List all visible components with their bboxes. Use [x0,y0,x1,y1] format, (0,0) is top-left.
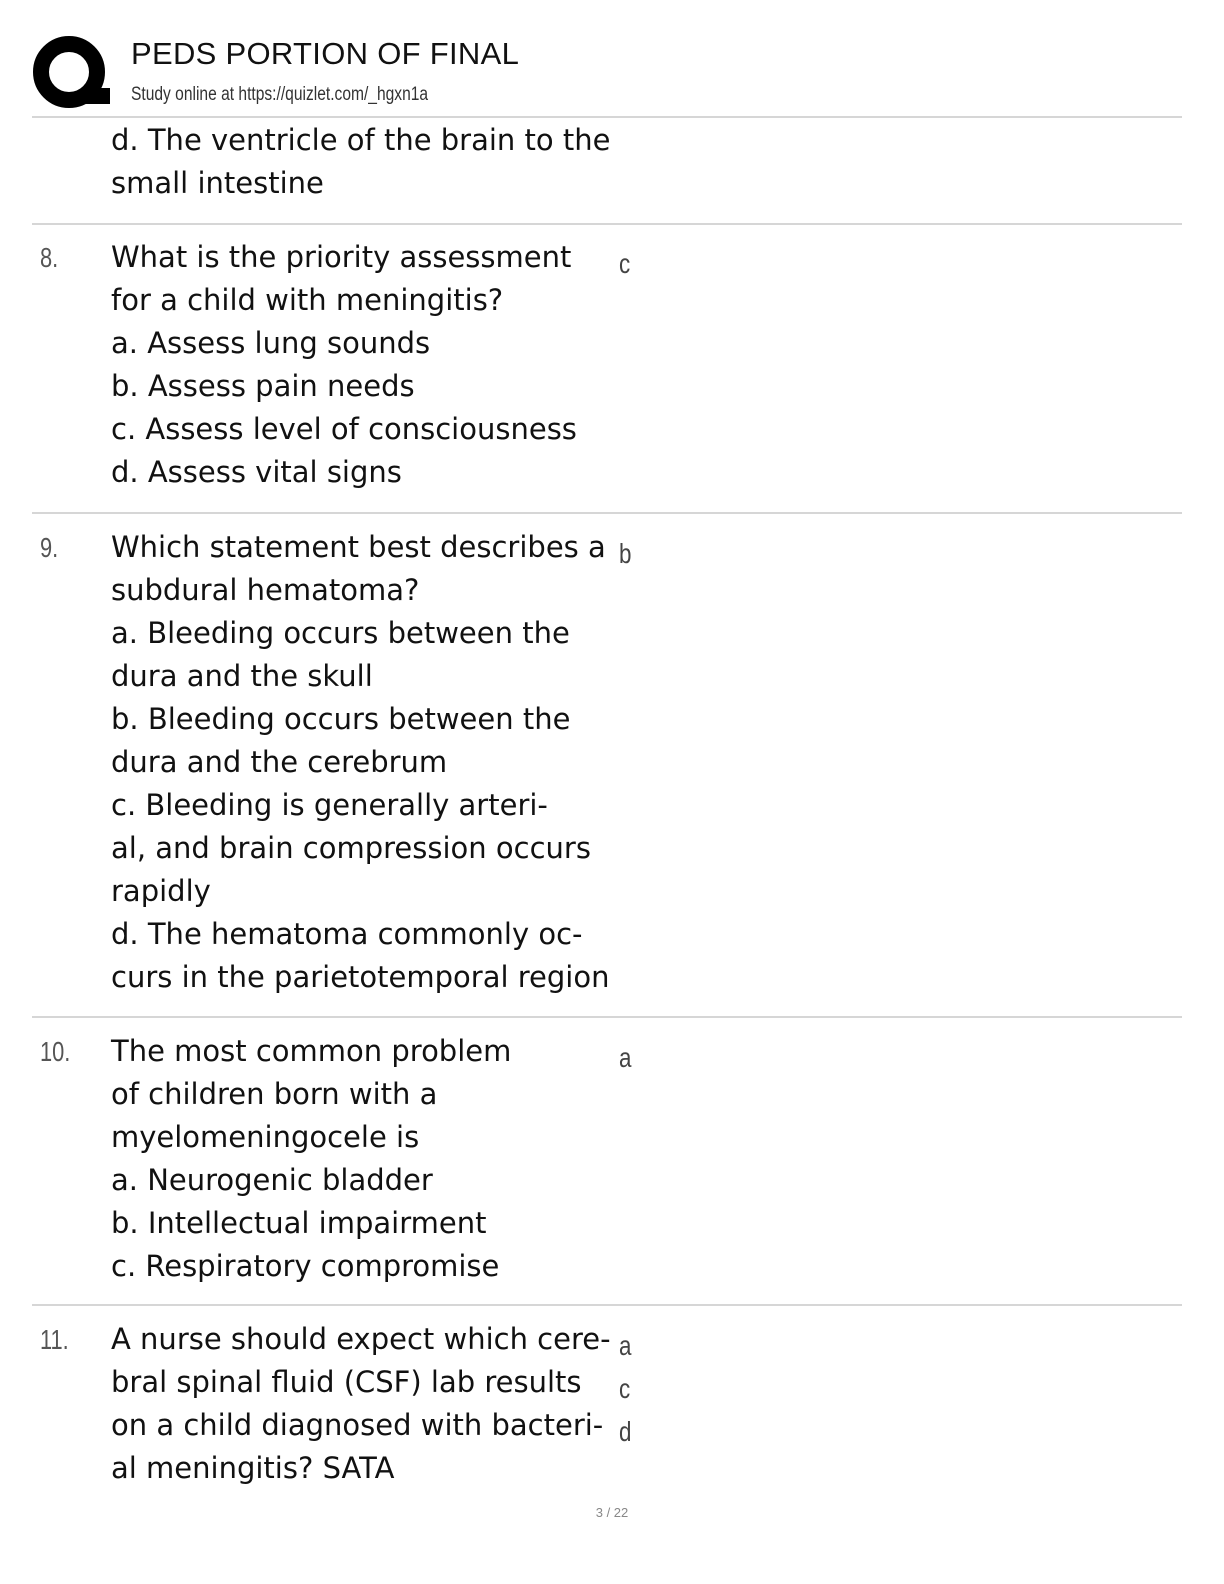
question-line: d. Assess vital signs [111,455,402,489]
answer-column [619,532,631,575]
question-line: The most common problem [111,1034,512,1068]
question-line: c. Assess level of consciousness [111,412,577,446]
divider [32,1016,1182,1018]
answer-column [619,1324,631,1453]
question-line: b. Assess pain needs [111,369,415,403]
answer-column [619,242,630,285]
study-online-link[interactable]: Study online at https://quizlet.com/_hgxn1a [131,84,429,105]
answer-letter: c [619,248,631,279]
page-header [0,0,1224,118]
question-line: d. The ventricle of the brain to the [111,123,611,157]
divider [32,223,1182,225]
answer-letter: a [619,1330,632,1361]
question-number: 9. [40,532,59,563]
answer-letter: b [619,538,632,569]
question-line: Which statement best describes a [111,530,606,564]
question-text [111,236,616,494]
answer-letter: d [619,1416,632,1447]
question-line: c. Respiratory compromise [111,1249,500,1283]
question-line: dura and the skull [111,659,373,693]
question-line: b. Intellectual impairment [111,1206,487,1240]
question-line: a. Neurogenic bladder [111,1163,433,1197]
question-line: dura and the cerebrum [111,745,448,779]
question-line: A nurse should expect which cere- [111,1322,611,1356]
quizlet-logo-icon [32,32,112,112]
question-line: al, and brain compression occurs [111,831,591,865]
question-line: al meningitis? SATA [111,1451,395,1485]
question-line: on a child diagnosed with bacteri- [111,1408,604,1442]
divider [32,512,1182,514]
question-text [111,526,616,999]
question-number: 11. [40,1324,69,1355]
question-line: d. The hematoma commonly oc- [111,917,583,951]
question-line: of children born with a [111,1077,438,1111]
question-line: What is the priority assessment [111,240,572,274]
question-line: c. Bleeding is generally arteri- [111,788,548,822]
question-line: curs in the parietotemporal region [111,960,610,994]
question-line: for a child with meningitis? [111,283,504,317]
question-number: 10. [40,1036,71,1067]
document-title: PEDS PORTION OF FINAL [131,36,520,71]
question-line: rapidly [111,874,211,908]
question-line: subdural hematoma? [111,573,420,607]
question-line: a. Assess lung sounds [111,326,431,360]
answer-letter: c [619,1373,631,1404]
answer-column [619,1036,631,1079]
divider [32,116,1182,118]
divider [32,1304,1182,1306]
question-line: b. Bleeding occurs between the [111,702,571,736]
question-number: 8. [40,242,59,273]
question-text [111,1318,616,1490]
question-line: a. Bleeding occurs between the [111,616,570,650]
question-text [111,1030,616,1288]
question-line: myelomeningocele is [111,1120,420,1154]
question-text [111,119,616,205]
page-number: 3 / 22 [595,1505,629,1520]
question-line: small intestine [111,166,324,200]
answer-letter: a [619,1042,632,1073]
question-line: bral spinal fluid (CSF) lab results [111,1365,582,1399]
